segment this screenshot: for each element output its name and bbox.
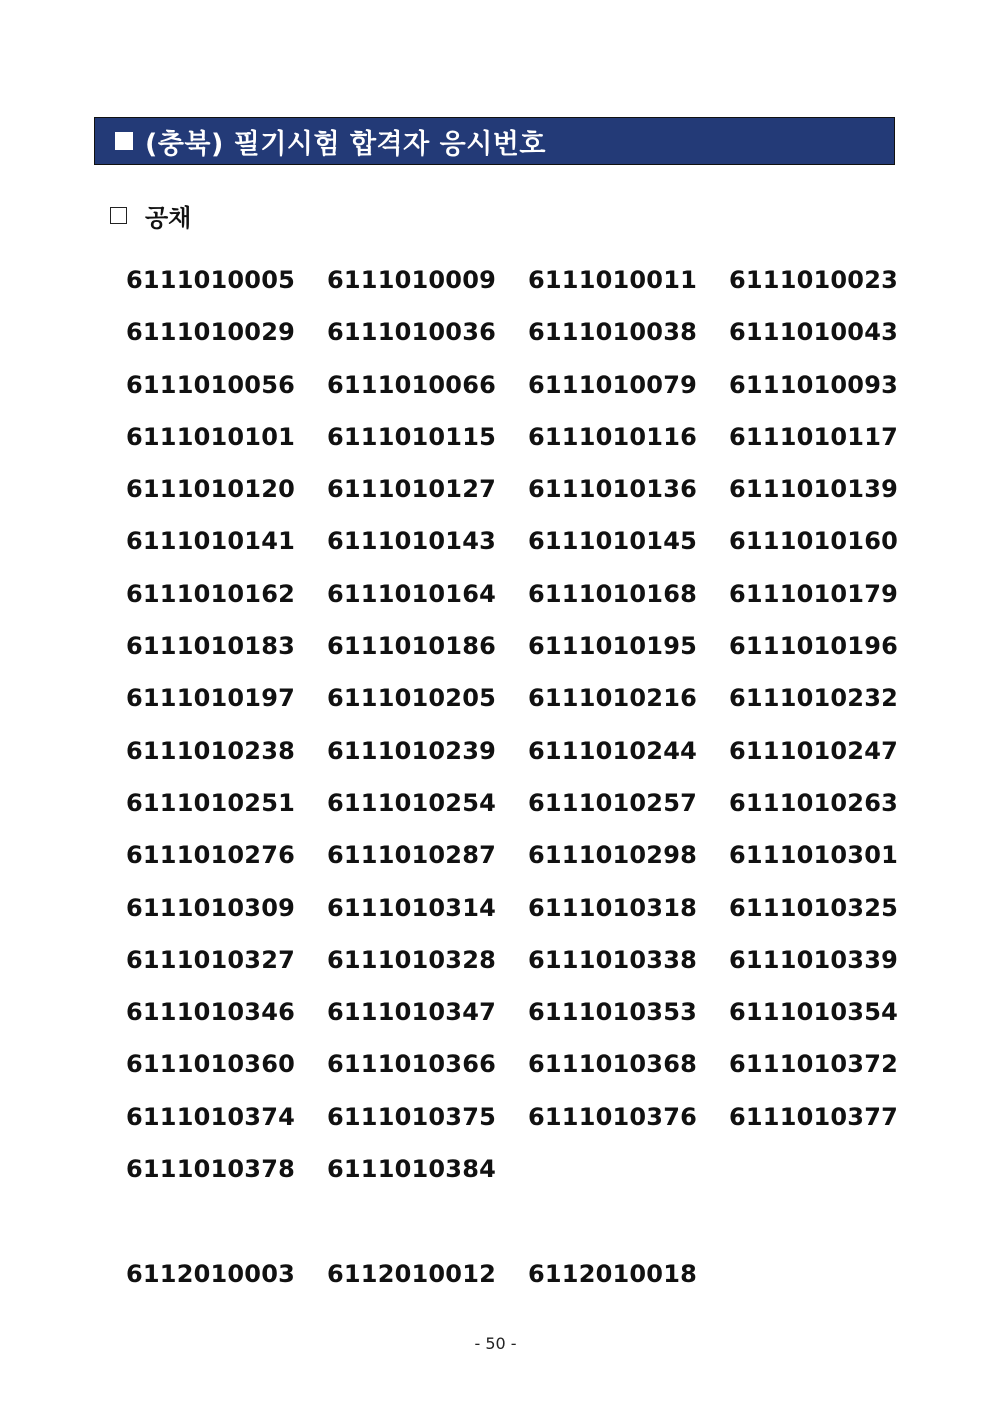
exam-number: 6111010195: [528, 632, 697, 661]
exam-number: 6111010287: [327, 841, 496, 870]
exam-number: 6111010005: [126, 266, 295, 294]
exam-number: 6111010023: [729, 266, 898, 294]
exam-number: 6111010117: [729, 422, 898, 451]
exam-number: 6111010141: [126, 527, 295, 556]
exam-number: 6111010143: [327, 527, 496, 556]
exam-number: 6111010168: [528, 579, 697, 608]
exam-number: 6111010120: [126, 475, 295, 504]
exam-number: 6111010376: [528, 1102, 697, 1131]
exam-number: 6111010372: [729, 1050, 898, 1079]
exam-number: 6111010056: [126, 370, 295, 399]
exam-number: 6111010043: [729, 318, 898, 347]
section-title-bar: [94, 117, 895, 165]
exam-number: 6111010179: [729, 579, 898, 608]
exam-number: 6111010254: [327, 788, 496, 817]
exam-number: 6111010186: [327, 632, 496, 661]
exam-number: 6111010011: [528, 266, 697, 294]
exam-number: 6111010353: [528, 998, 697, 1027]
exam-number: 6111010339: [729, 945, 898, 974]
exam-number: 6111010368: [528, 1050, 697, 1079]
exam-number: 6111010375: [327, 1102, 496, 1131]
exam-number: 6111010029: [126, 318, 295, 347]
exam-number: 6111010127: [327, 475, 496, 504]
exam-number: 6111010366: [327, 1050, 496, 1079]
exam-number: 6111010309: [126, 893, 295, 922]
exam-number: 6111010216: [528, 684, 697, 713]
exam-number: 6111010160: [729, 527, 898, 556]
exam-number: 6111010115: [327, 422, 496, 451]
exam-number: 6111010338: [528, 945, 697, 974]
exam-number: 6111010298: [528, 841, 697, 870]
exam-number: 6111010239: [327, 736, 496, 765]
exam-number: 6111010205: [327, 684, 496, 713]
exam-number: 6111010384: [327, 1155, 496, 1184]
exam-number: 6111010327: [126, 945, 295, 974]
exam-number: 6111010196: [729, 632, 898, 661]
exam-number: 6111010257: [528, 788, 697, 817]
exam-number: 6111010009: [327, 266, 496, 294]
section-heading: [110, 198, 191, 233]
exam-number: 6111010136: [528, 475, 697, 504]
exam-number: 6111010318: [528, 893, 697, 922]
exam-number: 6112010003: [126, 1260, 295, 1288]
section-label: 공채: [145, 204, 192, 232]
page-title: (충북) 필기시험 합격자 응시번호: [145, 128, 546, 160]
exam-number: 6112010012: [327, 1260, 496, 1288]
exam-number: 6111010377: [729, 1102, 898, 1131]
exam-number: 6111010197: [126, 684, 295, 713]
exam-number: 6111010116: [528, 422, 697, 451]
exam-number: 6111010183: [126, 632, 295, 661]
exam-number: 6111010145: [528, 527, 697, 556]
exam-number: 6111010251: [126, 788, 295, 817]
exam-number: 6111010036: [327, 318, 496, 347]
exam-number: 6112010018: [528, 1260, 697, 1288]
exam-number: 6111010347: [327, 998, 496, 1027]
exam-number-list: [126, 262, 930, 1203]
empty-square-icon: [110, 207, 127, 224]
exam-number: 6111010162: [126, 579, 295, 608]
exam-number: 6111010101: [126, 422, 295, 451]
exam-number: 6111010232: [729, 684, 898, 713]
exam-number: 6111010346: [126, 998, 295, 1027]
exam-number: 6111010314: [327, 893, 496, 922]
exam-number: 6111010374: [126, 1102, 295, 1131]
exam-number: 6111010038: [528, 318, 697, 347]
exam-number: 6111010354: [729, 998, 898, 1027]
filled-square-icon: [115, 132, 133, 150]
exam-number: 6111010378: [126, 1155, 295, 1184]
exam-number: 6111010247: [729, 736, 898, 765]
exam-number: 6111010325: [729, 893, 898, 922]
exam-number: 6111010164: [327, 579, 496, 608]
exam-number: 6111010093: [729, 370, 898, 399]
exam-number: 6111010276: [126, 841, 295, 870]
page-number: - 50 -: [474, 1334, 517, 1353]
exam-number: 6111010263: [729, 788, 898, 817]
exam-number: 6111010238: [126, 736, 295, 765]
exam-number: 6111010139: [729, 475, 898, 504]
exam-number: 6111010079: [528, 370, 697, 399]
exam-number: 6111010360: [126, 1050, 295, 1079]
exam-number-list-group2: [126, 1256, 930, 1308]
exam-number: 6111010066: [327, 370, 496, 399]
exam-number: 6111010328: [327, 945, 496, 974]
exam-number: 6111010301: [729, 841, 898, 870]
exam-number: 6111010244: [528, 736, 697, 765]
